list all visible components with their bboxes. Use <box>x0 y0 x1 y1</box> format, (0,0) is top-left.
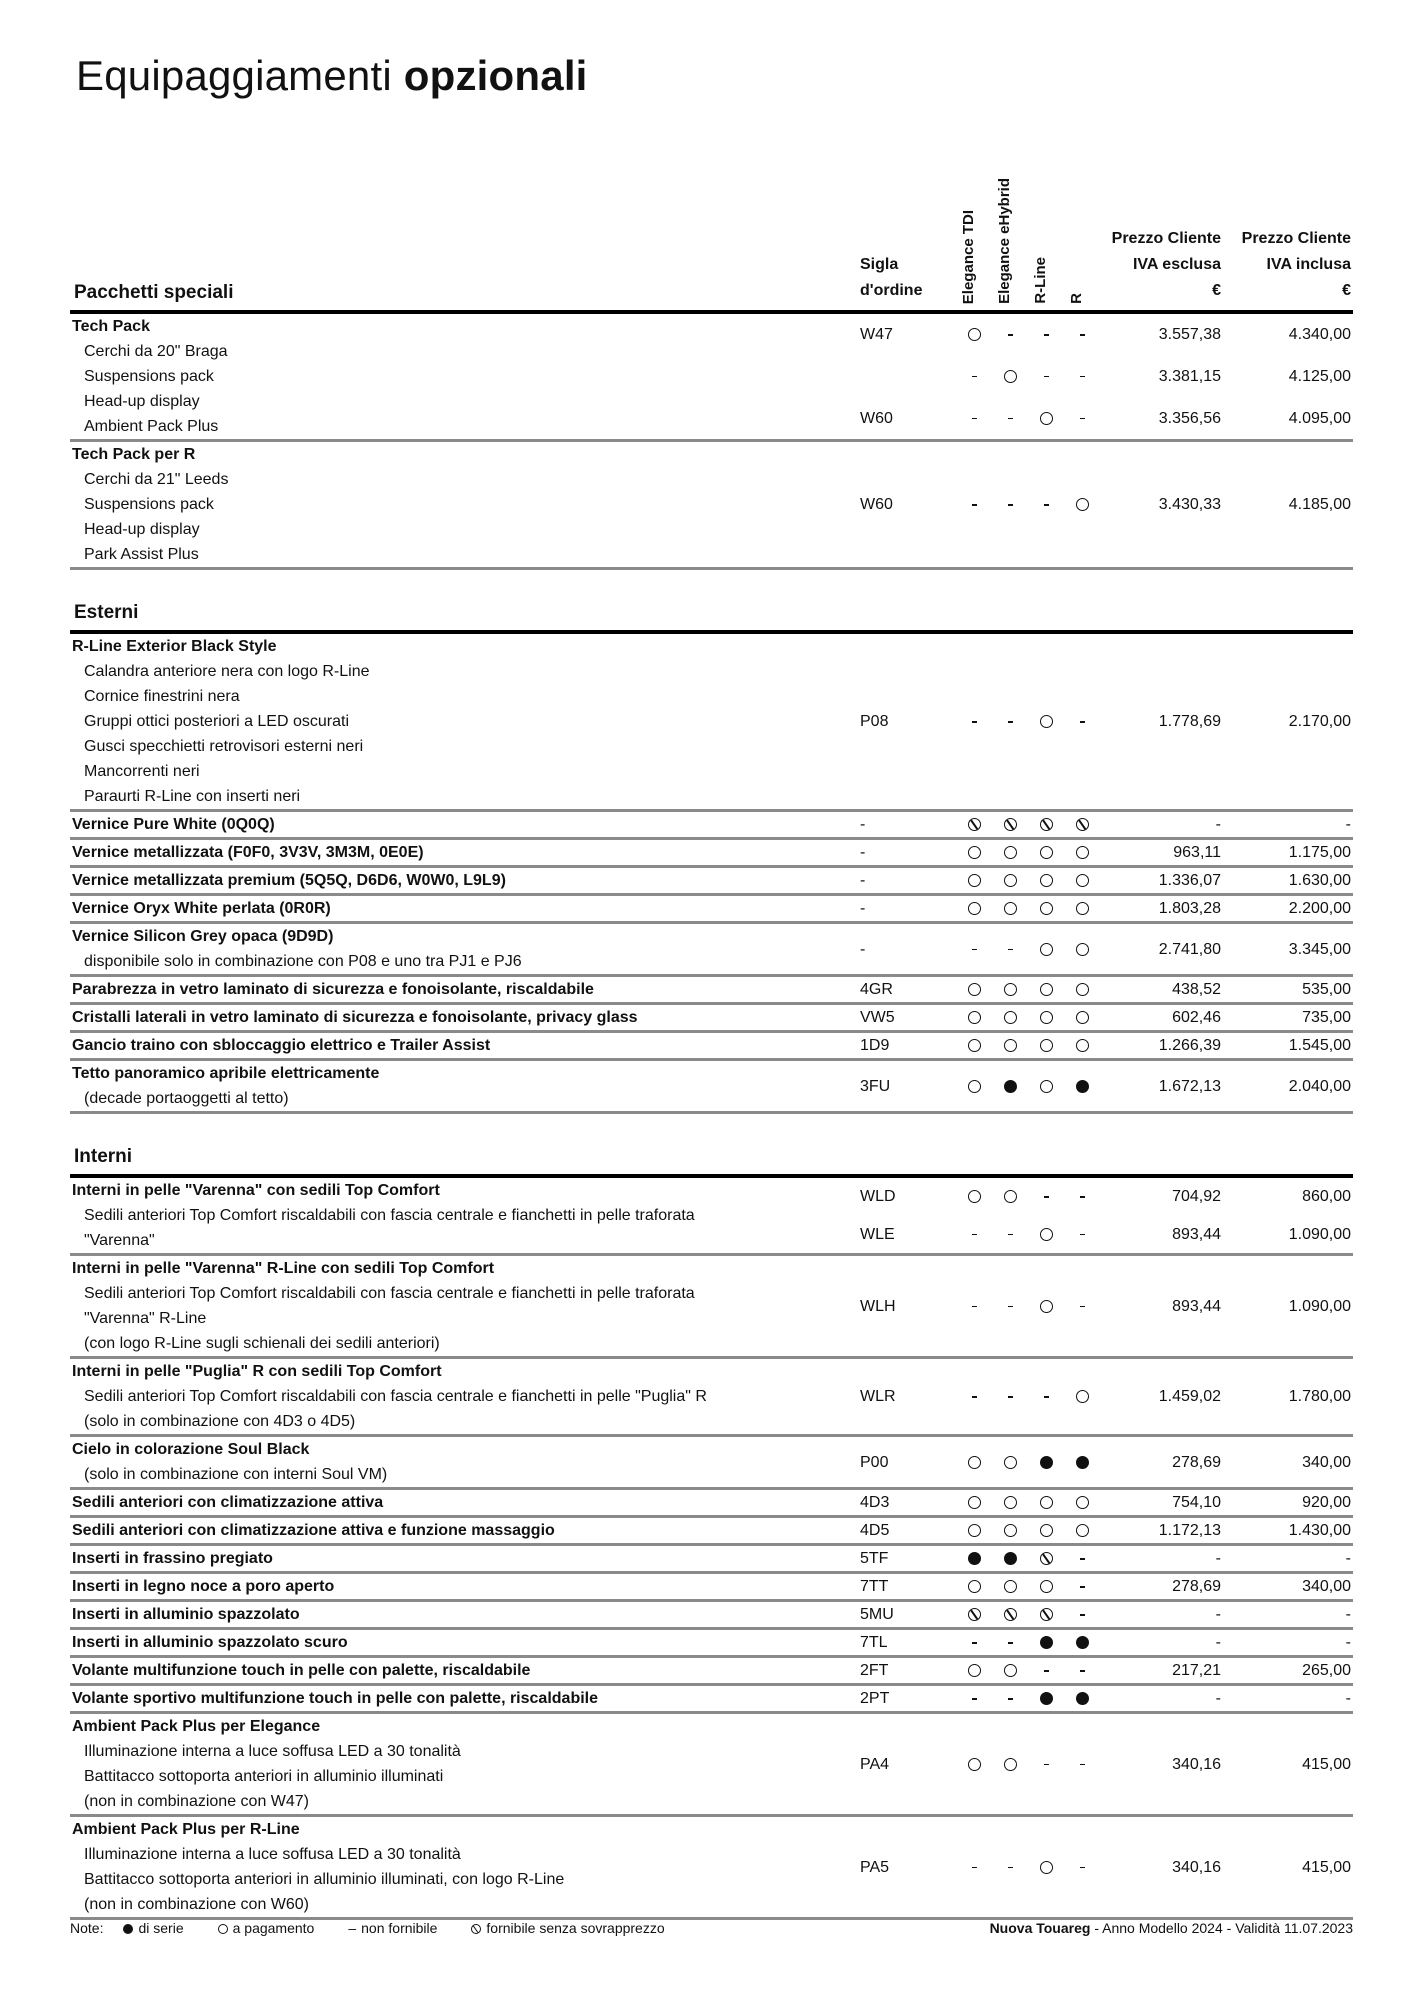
header-variant: R <box>1068 293 1085 304</box>
item-detail: (non in combinazione con W60) <box>84 1896 310 1913</box>
price-inc-vat: 340,00 <box>1302 1578 1351 1595</box>
price-ex-vat: 1.803,28 <box>1158 900 1221 917</box>
item-detail: Cerchi da 21" Leeds <box>84 471 229 488</box>
price-ex-vat: 3.430,33 <box>1158 496 1221 513</box>
item-title: Inserti in alluminio spazzolato <box>72 1606 300 1623</box>
price-ex-vat: - <box>1215 1634 1221 1651</box>
dash-icon: – <box>348 1920 357 1936</box>
price-inc-vat: - <box>1345 1550 1351 1567</box>
price-inc-vat: 860,00 <box>1302 1188 1351 1206</box>
price-ex-vat: 2.741,80 <box>1158 940 1221 958</box>
order-code: 2FT <box>860 1662 889 1679</box>
price-ex-vat: - <box>1215 1690 1221 1707</box>
item-detail: Head-up display <box>84 521 200 538</box>
order-code: P00 <box>860 1453 889 1471</box>
item-detail: Park Assist Plus <box>84 546 199 563</box>
item-title: Tech Pack <box>72 318 150 335</box>
legend-label: di serie <box>138 1920 184 1936</box>
item-detail: (non in combinazione con W47) <box>84 1793 310 1810</box>
table-row <box>70 1714 1353 1817</box>
item-title: Vernice Oryx White perlata (0R0R) <box>72 900 331 917</box>
price-inc-vat: 1.545,00 <box>1288 1037 1351 1054</box>
table-row <box>70 840 1353 868</box>
item-detail: Illuminazione interna a luce soffusa LED a 30 tonalità <box>84 1846 461 1863</box>
price-inc-vat: 1.780,00 <box>1288 1388 1351 1405</box>
item-title: Interni in pelle "Puglia" R con sedili Top Comfort <box>72 1363 442 1380</box>
price-inc-vat: 920,00 <box>1302 1494 1351 1511</box>
item-title: Interni in pelle "Varenna" R-Line con sedili Top Comfort <box>72 1260 495 1277</box>
order-code: WLH <box>860 1297 896 1315</box>
price-inc-vat: 4.095,00 <box>1288 409 1351 427</box>
item-title: Sedili anteriori con climatizzazione attiva e funzione massaggio <box>72 1522 555 1539</box>
price-inc-vat: - <box>1345 1634 1351 1651</box>
price-inc-vat: 415,00 <box>1302 1755 1351 1773</box>
table-row <box>70 1686 1353 1714</box>
legend <box>70 1920 693 1936</box>
item-title: Inserti in alluminio spazzolato scuro <box>72 1634 348 1651</box>
order-code: W60 <box>860 409 893 427</box>
item-title: Vernice metallizzata (F0F0, 3V3V, 3M3M, 0E0E) <box>72 844 424 861</box>
section-title: Interni <box>74 1146 133 1167</box>
item-title: Gancio traino con sbloccaggio elettrico e Trailer Assist <box>72 1037 491 1054</box>
options-table <box>70 160 1353 1920</box>
note-label: Note: <box>70 1920 104 1936</box>
order-code: 1D9 <box>860 1037 890 1054</box>
price-inc-vat: 2.170,00 <box>1288 713 1351 730</box>
price-inc-vat: 265,00 <box>1302 1662 1351 1679</box>
header-variant: Elegance TDI <box>960 209 977 304</box>
table-row <box>70 1574 1353 1602</box>
header-variant: R-Line <box>1032 257 1049 304</box>
header-sigla-line: d'ordine <box>860 282 923 299</box>
price-ex-vat: 438,52 <box>1172 981 1221 998</box>
price-inc-vat: 2.040,00 <box>1288 1077 1351 1095</box>
header-price-in <box>1242 226 1351 304</box>
item-title: Parabrezza in vetro laminato di sicurezza e fonoisolante, riscaldabile <box>72 981 594 998</box>
table-row <box>70 1256 1353 1359</box>
order-code: 7TT <box>860 1578 889 1595</box>
legend-item <box>342 1920 451 1936</box>
order-code: VW5 <box>860 1009 895 1026</box>
price-ex-vat: 704,92 <box>1172 1188 1221 1206</box>
filled-circle-icon <box>123 1924 133 1934</box>
price-inc-vat: - <box>1345 816 1351 833</box>
order-code: 4GR <box>860 981 893 998</box>
item-detail: disponibile solo in combinazione con P08 e uno tra PJ1 e PJ6 <box>84 953 522 970</box>
price-inc-vat: 735,00 <box>1302 1009 1351 1026</box>
table-row <box>70 1033 1353 1061</box>
order-code: - <box>860 900 866 917</box>
price-ex-vat: - <box>1215 816 1221 833</box>
item-title: Tetto panoramico apribile elettricamente <box>72 1065 380 1082</box>
item-detail: "Varenna" <box>84 1232 155 1249</box>
table-row <box>70 924 1353 977</box>
item-title: Inserti in frassino pregiato <box>72 1550 273 1567</box>
price-ex-vat: 1.172,13 <box>1158 1522 1221 1539</box>
price-ex-vat: 893,44 <box>1172 1297 1221 1315</box>
price-inc-vat: - <box>1345 1606 1351 1623</box>
header-price-line: IVA inclusa <box>1266 256 1351 273</box>
legend-label: non fornibile <box>361 1920 438 1936</box>
item-title: Inserti in legno noce a poro aperto <box>72 1578 335 1595</box>
price-ex-vat: 1.336,07 <box>1158 872 1221 889</box>
order-code: - <box>860 844 866 861</box>
order-code: PA5 <box>860 1858 890 1876</box>
item-detail: Sedili anteriori Top Comfort riscaldabili con fascia centrale e fianchetti in pelle "Puglia" R <box>84 1388 707 1405</box>
table-row <box>70 1658 1353 1686</box>
order-code: PA4 <box>860 1755 890 1773</box>
item-title: Interni in pelle "Varenna" con sedili Top Comfort <box>72 1182 440 1199</box>
item-title: R-Line Exterior Black Style <box>72 638 277 655</box>
item-detail: (decade portaoggetti al tetto) <box>84 1090 289 1107</box>
price-inc-vat: 340,00 <box>1302 1453 1351 1471</box>
order-code: WLR <box>860 1388 896 1405</box>
item-detail: Battitacco sottoporta anteriori in alluminio illuminati <box>84 1768 444 1785</box>
header-sigla-line: Sigla <box>860 256 899 273</box>
order-code: WLD <box>860 1188 896 1206</box>
price-inc-vat: 4.340,00 <box>1288 326 1351 344</box>
price-ex-vat: 3.381,15 <box>1158 367 1221 385</box>
price-inc-vat: 1.630,00 <box>1288 872 1351 889</box>
price-ex-vat: - <box>1215 1606 1221 1623</box>
title-bold: opzionali <box>403 52 588 99</box>
table-row <box>70 896 1353 924</box>
section-title: Pacchetti speciali <box>74 282 234 303</box>
price-inc-vat: 535,00 <box>1302 981 1351 998</box>
item-detail: Illuminazione interna a luce soffusa LED a 30 tonalità <box>84 1743 461 1760</box>
item-detail: Suspensions pack <box>84 368 214 385</box>
header-price-line: IVA esclusa <box>1132 256 1221 273</box>
legend-label: fornibile senza sovrapprezzo <box>486 1920 665 1936</box>
table-row <box>70 1546 1353 1574</box>
price-ex-vat: 963,11 <box>1173 844 1221 861</box>
price-inc-vat: 415,00 <box>1302 1858 1351 1876</box>
table-row <box>70 1437 1353 1490</box>
order-code: W47 <box>860 326 893 344</box>
order-code: - <box>860 940 866 958</box>
item-detail: Calandra anteriore nera con logo R-Line <box>84 663 370 680</box>
item-detail: (solo in combinazione con interni Soul VM) <box>84 1466 388 1483</box>
item-title: Vernice Silicon Grey opaca (9D9D) <box>72 928 334 945</box>
price-ex-vat: 1.459,02 <box>1158 1388 1221 1405</box>
price-ex-vat: 3.356,56 <box>1158 409 1221 427</box>
item-detail: Head-up display <box>84 393 200 410</box>
item-detail: Ambient Pack Plus <box>84 418 219 435</box>
order-code: 5MU <box>860 1606 894 1623</box>
price-ex-vat: 217,21 <box>1172 1662 1221 1679</box>
order-code: - <box>860 872 866 889</box>
item-detail: (con logo R-Line sugli schienali dei sedili anteriori) <box>84 1335 440 1352</box>
item-title: Vernice metallizzata premium (5Q5Q, D6D6, W0W0, L9L9) <box>72 872 506 889</box>
table-row <box>70 1490 1353 1518</box>
item-detail: Paraurti R-Line con inserti neri <box>84 788 301 805</box>
table-row <box>70 1005 1353 1033</box>
price-inc-vat: - <box>1345 1690 1351 1707</box>
table-row <box>70 1061 1353 1114</box>
header-variant: Elegance eHybrid <box>996 178 1013 304</box>
item-detail: "Varenna" R-Line <box>84 1310 207 1327</box>
price-ex-vat: 278,69 <box>1172 1578 1221 1595</box>
open-circle-icon <box>218 1924 228 1934</box>
crossed-circle-icon <box>471 1924 481 1934</box>
price-inc-vat: 3.345,00 <box>1288 940 1351 958</box>
header-price-ex <box>1112 226 1221 304</box>
table-row <box>70 1817 1353 1920</box>
item-title: Vernice Pure White (0Q0Q) <box>72 816 275 833</box>
price-ex-vat: 754,10 <box>1172 1494 1221 1511</box>
order-code: 5TF <box>860 1550 889 1567</box>
table-row <box>70 634 1353 812</box>
model-info: - Anno Modello 2024 - Validità 11.07.2023 <box>1090 1920 1353 1936</box>
price-ex-vat: 3.557,38 <box>1158 326 1221 344</box>
price-ex-vat: 340,16 <box>1172 1858 1221 1876</box>
section-header <box>70 1114 1353 1174</box>
price-ex-vat: 340,16 <box>1172 1755 1221 1773</box>
item-title: Cristalli laterali in vetro laminato di sicurezza e fonoisolante, privacy glass <box>72 1009 638 1026</box>
price-inc-vat: 1.430,00 <box>1288 1522 1351 1539</box>
item-title: Cielo in colorazione Soul Black <box>72 1441 310 1458</box>
item-title: Volante sportivo multifunzione touch in pelle con palette, riscaldabile <box>72 1690 598 1707</box>
item-title: Volante multifunzione touch in pelle con palette, riscaldabile <box>72 1662 531 1679</box>
table-row <box>70 314 1353 442</box>
price-ex-vat: 278,69 <box>1172 1453 1221 1471</box>
price-ex-vat: 602,46 <box>1172 1009 1221 1026</box>
legend-item <box>117 1920 197 1936</box>
item-title: Ambient Pack Plus per Elegance <box>72 1718 321 1735</box>
footer <box>70 1920 1353 1936</box>
table-row <box>70 1518 1353 1546</box>
price-inc-vat: 1.090,00 <box>1288 1297 1351 1315</box>
price-inc-vat: 1.175,00 <box>1288 844 1351 861</box>
order-code: - <box>860 816 866 833</box>
footer-model <box>990 1920 1353 1936</box>
model-name: Nuova Touareg <box>989 1920 1091 1936</box>
order-code: 7TL <box>860 1634 888 1651</box>
item-detail: Battitacco sottoporta anteriori in alluminio illuminati, con logo R-Line <box>84 1871 565 1888</box>
item-detail: Mancorrenti neri <box>84 763 200 780</box>
table-row <box>70 1630 1353 1658</box>
header-price-line: Prezzo Cliente <box>1241 230 1351 247</box>
legend-item <box>212 1920 329 1936</box>
order-code: W60 <box>860 496 893 513</box>
header-price-line: Prezzo Cliente <box>1111 230 1221 247</box>
price-ex-vat: 1.266,39 <box>1158 1037 1221 1054</box>
section-title: Esterni <box>74 602 139 623</box>
item-title: Tech Pack per R <box>72 446 196 463</box>
item-title: Ambient Pack Plus per R-Line <box>72 1821 300 1838</box>
order-code: P08 <box>860 713 889 730</box>
price-ex-vat: - <box>1215 1550 1221 1567</box>
title-light: Equipaggiamenti <box>76 52 404 99</box>
item-detail: Gruppi ottici posteriori a LED oscurati <box>84 713 349 730</box>
item-detail: Cerchi da 20" Braga <box>84 343 228 360</box>
table-row <box>70 1359 1353 1437</box>
price-inc-vat: 1.090,00 <box>1288 1225 1351 1243</box>
item-detail: Suspensions pack <box>84 496 214 513</box>
order-code: 2PT <box>860 1690 890 1707</box>
order-code: 4D5 <box>860 1522 890 1539</box>
order-code: WLE <box>860 1225 895 1243</box>
header-sigla <box>860 252 922 304</box>
table-row <box>70 812 1353 840</box>
price-ex-vat: 893,44 <box>1172 1225 1221 1243</box>
order-code: 3FU <box>860 1077 891 1095</box>
header-price-line: € <box>1212 282 1221 299</box>
price-inc-vat: 4.185,00 <box>1288 496 1351 513</box>
price-inc-vat: 2.200,00 <box>1288 900 1351 917</box>
item-detail: Sedili anteriori Top Comfort riscaldabili con fascia centrale e fianchetti in pelle traforata <box>84 1285 695 1302</box>
table-row <box>70 442 1353 570</box>
item-detail: Gusci specchietti retrovisori esterni neri <box>84 738 364 755</box>
table-row <box>70 868 1353 896</box>
price-ex-vat: 1.672,13 <box>1158 1077 1221 1095</box>
legend-label: a pagamento <box>232 1920 315 1936</box>
item-detail: (solo in combinazione con 4D3 o 4D5) <box>84 1413 356 1430</box>
table-header <box>70 160 1353 310</box>
price-ex-vat: 1.778,69 <box>1158 713 1221 730</box>
item-detail: Cornice finestrini nera <box>84 688 240 705</box>
section-header <box>70 570 1353 630</box>
order-code: 4D3 <box>860 1494 890 1511</box>
item-detail: Sedili anteriori Top Comfort riscaldabili con fascia centrale e fianchetti in pelle traforata <box>84 1207 695 1224</box>
price-inc-vat: 4.125,00 <box>1288 367 1351 385</box>
item-title: Sedili anteriori con climatizzazione attiva <box>72 1494 384 1511</box>
page-title <box>76 52 588 100</box>
table-row <box>70 1178 1353 1256</box>
table-row <box>70 1602 1353 1630</box>
header-price-line: € <box>1342 282 1351 299</box>
table-row <box>70 977 1353 1005</box>
legend-item <box>465 1920 678 1936</box>
